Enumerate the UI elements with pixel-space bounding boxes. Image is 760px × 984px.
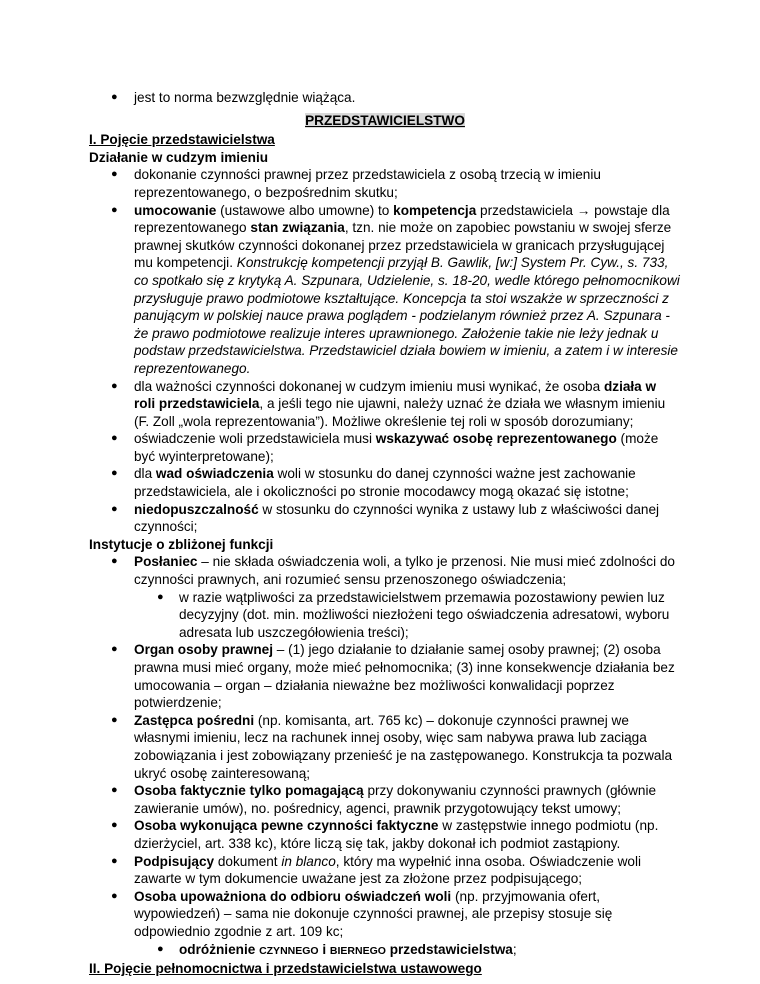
list-1 (89, 166, 681, 535)
list-item: ● Osoba upoważniona do odbioru oświadczeń woli (np. przyjmowania ofert, wypowiedzeń) – sama nie dokonuje czynności prawnej, ale przepisy stosuje się odpowiednio zgodnie z art. 109 kc; (111, 888, 613, 939)
sub-list-item: ● w razie wątpliwości za przedstawicielstwem przemawia pozostawiony pewien luz decyzyjny (dot. min. możliwości niezłożeni tego oświadczenia adresatowi, wyboru adresata lub uszczegółowienia treści); (157, 589, 670, 640)
item-text: jest to norma bezwzględnie wiążąca. (134, 90, 356, 105)
list-item: ● Osoba wykonująca pewne czynności faktyczne w zastępstwie innego podmiotu (np. dzierżyciel, art. 338 kc), które liczą się tak, jakby dokonał ich podmiot zastąpiony. (111, 818, 659, 851)
list-item: ● Podpisujący dokument in blanco, który ma wypełnić inna osoba. Oświadczenie woli zawarte w tym dokumencie uważane jest za złożone przez podpisującego; (111, 853, 642, 887)
bullet-icon: ● (111, 889, 118, 902)
list-item: ● niedopuszczalność w stosunku do czynności wynika z ustawy lub z właściwości danej czynności; (111, 501, 660, 535)
sub-list-item: ● odróżnienie CZYNNEGO i BIERNEGO przedstawicielstwa; (157, 941, 517, 957)
bullet-icon: ● (111, 784, 118, 797)
bullet-icon: ● (111, 713, 118, 726)
list-item: ● Posłaniec – nie składa oświadczenia woli, a tylko je przenosi. Nie musi mieć zdolności do czynności prawnych, ani rozumieć sensu przenoszonego oświadczenia; (111, 554, 675, 588)
list-item: ● Zastępca pośredni (np. komisanta, art. 765 kc) – dokonuje czynności prawnej we własnymi imieniu, lecz na rachunek innej osoby, więc sam nabywa prawa lub zaciąga zobowiązania i jest zobowiązany przenieść je na zastępowanego. Konstrukcja ta pozwala ukryć osobę zainteresowaną; (111, 712, 673, 781)
list-item: ● dokonanie czynności prawnej przez przedstawiciela z osobą trzecią w imieniu reprezentowanego, o bezpośrednim skutku; (111, 167, 601, 200)
bullet-icon: ● (111, 203, 118, 216)
document-page (89, 89, 681, 978)
section-heading-2: II. Pojęcie pełnomocnictwa i przedstawicielstwa ustawowego (89, 961, 482, 977)
list-2 (89, 553, 681, 960)
list-item: ● umocowanie (ustawowe albo umowne) to kompetencja przedstawiciela → powstaje dla reprezentowanego stan związania, tzn. nie może on zapobiec powstaniu w swojej sferze prawnej skutków czynności dokonanej przez przedstawiciela w granicach przysługującej mu kompetencji. Konstrukcję kompetencji przyjął B. Gawlik, [w:] System Pr. Cyw., s. 733, co spotkało się z krytyką A. Szpunara, Udzielenie, s. 18-20, wedle którego pełnomocnikowi przysługuje prawo podmiotowe kształtujące. Koncepcja ta stoi wszakże w sprzeczności z panującym w polskiej nauce prawa poglądem - podzielanym również przez A. Szpunara - że prawo podmiotowe realizuje interes uprawnionego. Założenie takie nie leży jednak u podstaw przedstawicielstwa. Przedstawiciel działa bowiem w imieniu, a zatem i w interesie reprezentowanego. (111, 202, 680, 376)
document-title: PRZEDSTAWICIELSTWO (305, 112, 465, 128)
bullet-icon: ● (111, 168, 118, 181)
list-item (89, 89, 681, 107)
subheading-1: Działanie w cudzym imieniu (89, 149, 269, 165)
list-item: ● dla wad oświadczenia woli w stosunku do danej czynności ważne jest zachowanie przedstawiciela, ale i okoliczności po stronie mocodawcy mogą okazać się istotne; (111, 466, 636, 500)
bullet-icon: ● (157, 942, 164, 955)
list-item: ● dla ważności czynności dokonanej w cudzym imieniu musi wynikać, że osoba działa w roli przedstawiciela, a jeśli tego nie ujawni, należy uznać że działa we własnym imieniu (F. Zoll „wola reprezentowania”). Możliwe określenie tej roli w sposób dorozumiany; (111, 378, 666, 429)
bullet-icon: ● (111, 854, 118, 867)
list-item: ● oświadczenie woli przedstawiciela musi wskazywać osobę reprezentowanego (może być wyinterpretowane); (111, 431, 659, 464)
bullet-icon: ● (111, 467, 118, 480)
bullet-icon: ● (111, 379, 118, 392)
list-item: ● Organ osoby prawnej – (1) jego działanie to działanie samej osoby prawnej; (2) osoba prawna musi mieć organy, może mieć pełnomocnika; (3) inne konsekwencje działania bez umocowania – organ – działania nieważne bez możliwości konwalidacji poprzez potwierdzenie; (111, 642, 675, 711)
bullet-icon: ● (157, 590, 164, 603)
list-item: ● Osoba faktycznie tylko pomagającą przy dokonywaniu czynności prawnych (głównie zawieranie umów), no. pośrednicy, agenci, prawnik przygotowujący tekst umowy; (111, 783, 657, 816)
intro-list (89, 89, 681, 107)
section-heading-1: I. Pojęcie przedstawicielstwa (89, 132, 275, 148)
bullet-icon: ● (111, 555, 118, 568)
bullet-icon: ● (111, 432, 118, 445)
bullet-icon: ● (111, 819, 118, 832)
bullet-icon: ● (111, 91, 118, 103)
subheading-2: Instytucje o zbliżonej funkcji (89, 536, 274, 552)
bullet-icon: ● (111, 643, 118, 656)
bullet-icon: ● (111, 502, 118, 515)
